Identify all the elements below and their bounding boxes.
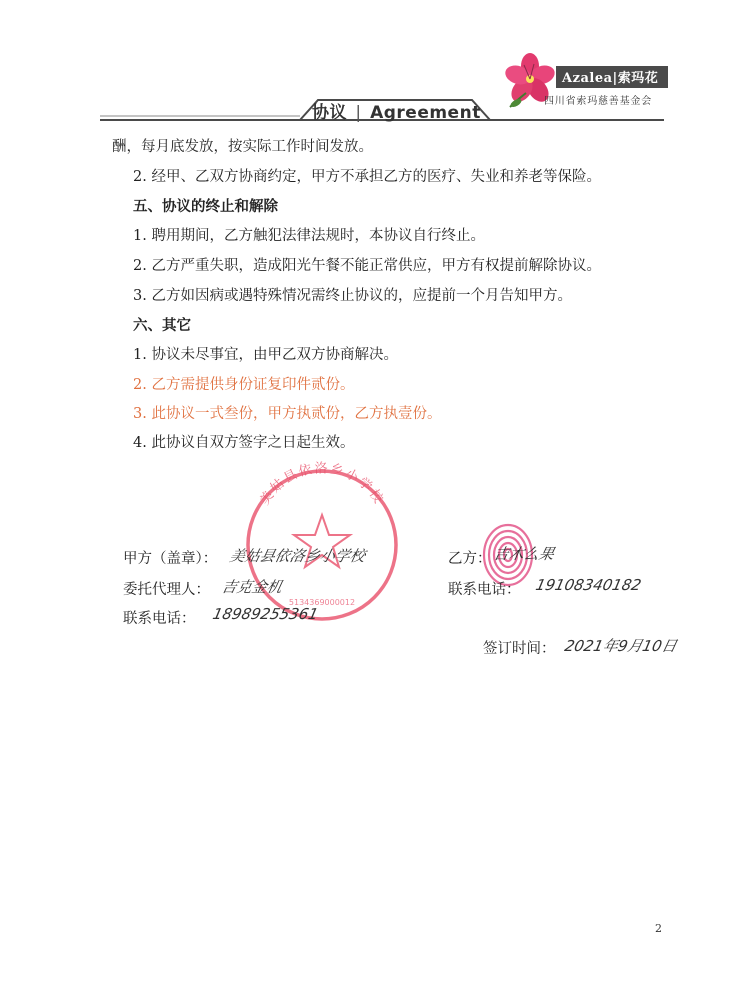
paragraph-line: 1. 聘用期间，乙方触犯法律法规时，本协议自行终止。 <box>133 228 485 244</box>
sign-date-label: 签订时间： <box>483 641 556 657</box>
paragraph-line: 4. 此协议自双方签字之日起生效。 <box>133 435 355 451</box>
party-a-signature: 美姑县依洛乡小学校 <box>227 547 367 565</box>
section-heading: 五、协议的终止和解除 <box>133 199 278 215</box>
agent-label: 委托代理人： <box>123 582 210 598</box>
page-header <box>0 0 750 130</box>
page-number: 2 <box>655 922 662 935</box>
paragraph-line-highlighted: 2. 乙方需提供身份证复印件贰份。 <box>133 377 355 393</box>
azalea-logo <box>504 52 669 110</box>
party-a-phone-label: 联系电话： <box>123 611 196 627</box>
logo-subtitle: 四川省索玛慈善基金会 <box>544 96 652 107</box>
party-b-phone: 19108340182 <box>534 576 643 594</box>
title-separator: | <box>355 103 362 123</box>
paragraph-line: 2. 经甲、乙双方协商约定，甲方不承担乙方的医疗、失业和养老等保险。 <box>133 169 601 185</box>
paragraph-line: 酬，每月底发放，按实际工作时间发放。 <box>112 139 373 155</box>
sign-date: 2021年9月10日 <box>562 637 679 655</box>
title-en: Agreement <box>370 103 481 123</box>
paragraph-line: 1. 协议未尽事宜，由甲乙双方协商解决。 <box>133 347 398 363</box>
party-b-label: 乙方： <box>448 551 492 567</box>
agent-signature: 吉克金机 <box>219 578 284 596</box>
paragraph-line-highlighted: 3. 此协议一式叁份，甲方执贰份，乙方执壹份。 <box>133 406 442 422</box>
svg-text:美姑县依洛乡小学校: 美姑县依洛乡小学校 <box>257 461 387 508</box>
party-a-phone: 18989255361 <box>211 605 320 623</box>
header-title <box>312 98 481 123</box>
section-heading: 六、其它 <box>133 318 191 334</box>
party-b-phone-label: 联系电话： <box>448 582 521 598</box>
title-cn: 协议 <box>312 103 347 123</box>
logo-text: Azalea|索玛花 <box>562 71 659 86</box>
paragraph-line: 3. 乙方如因病或遇特殊情况需终止协议的，应提前一个月告知甲方。 <box>133 288 572 304</box>
svg-text:5134369000012: 5134369000012 <box>288 598 356 607</box>
party-b-signature: 吉木么果 <box>491 545 556 563</box>
paragraph-line: 2. 乙方严重失职，造成阳光午餐不能正常供应，甲方有权提前解除协议。 <box>133 258 601 274</box>
party-a-label: 甲方（盖章）： <box>123 551 218 567</box>
